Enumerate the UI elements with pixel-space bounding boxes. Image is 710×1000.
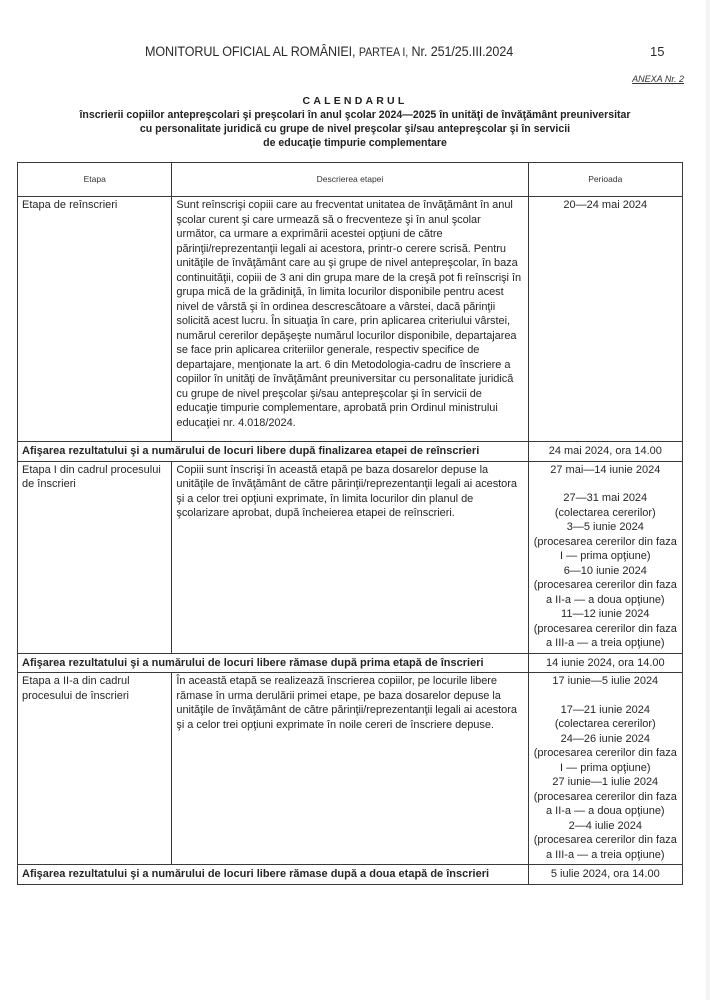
table-row — [18, 461, 683, 653]
period-detail: (colectarea cererilor) — [554, 506, 656, 519]
publication-title — [145, 44, 513, 59]
period-detail: 27—31 mai 2024 — [563, 492, 648, 504]
document-subtitle — [14, 108, 696, 150]
period-detail: 27 iunie—1 iulie 2024 — [552, 776, 659, 788]
period-detail: 24—26 iunie 2024 — [560, 732, 650, 745]
document-title: CALENDARUL — [302, 95, 408, 107]
publication-issue: Nr. 251/25.III.2024 — [411, 44, 514, 59]
cell-perioada: 20—24 mai 2024 — [528, 197, 682, 442]
page-header — [0, 44, 710, 64]
header-descriere: Descrierea etapei — [172, 163, 528, 197]
period-detail: 3—5 iunie 2024 — [566, 521, 644, 533]
header-etapa: Etapa — [18, 163, 172, 197]
cell-descriere: Sunt reînscrişi copiii care au frecventat unitatea de învăţământ în anul şcolar curent şi care urmează să o frecventeze şi în anul şcolar următor, ca urmare a exprimării acestei opţiuni de către părinţii/reprezentanţii legali ai acestora, printr-o cerere scrisă. Pentru unităţile de învăţământ care au şi grupe de nivel antepreşcolar, în baza continuităţii, copiii de 3 ani din grupa mare de la creşă pot fi reînscrişi în grupa mică de la grădiniţă, în limita locurilor disponibile pentru acest nivel de vârstă şi în ordinea descrescătoare a vârstei, dacă părinţii solicită acest lucru. În situaţia în care, prin aplicarea criteriului vârstei, numărul cererilor depăşeşte numărul locurilor disponibile, departajarea se face prin aplicarea criteriilor generale, respectiv specifice de departajare, menţionate la art. 6 din Metodologia-cadru de înscriere a copiilor în unităţi de învăţământ preuniversitar cu personalitate juridică cu grupe de nivel preşcolar şi/sau antepreşcolar şi în servicii de educaţie timpurie complementare, aprobată prin Ordinul ministrului educaţiei nr. 4.018/2024. — [172, 197, 528, 442]
cell-perioada: 5 iulie 2024, ora 14.00 — [528, 865, 682, 885]
cell-summary: Afişarea rezultatului şi a numărului de locuri libere rămase după a doua etapă de înscrieri — [18, 865, 529, 885]
summary-row — [18, 442, 683, 462]
cell-etapa: Etapa de reînscrieri — [18, 197, 172, 442]
cell-summary: Afişarea rezultatului şi a numărului de locuri libere după finalizarea etapei de reînscrieri — [18, 442, 529, 462]
cell-perioada — [528, 673, 682, 865]
page-edge — [706, 0, 710, 1000]
period-detail: (procesarea cererilor din faza a III-a — a treia opţiune) — [533, 834, 677, 861]
cell-etapa: Etapa I din cadrul procesului de înscrieri — [18, 461, 172, 653]
period-main: 17 iunie—5 iulie 2024 — [552, 675, 659, 687]
period-detail: (procesarea cererilor din faza a II-a — a doua opţiune) — [533, 579, 677, 606]
period-detail: (procesarea cererilor din faza I — prima opţiune) — [533, 747, 677, 774]
period-detail: 6—10 iunie 2024 — [563, 564, 647, 577]
publication-part: PARTEA I, — [358, 47, 409, 59]
period-detail: (procesarea cererilor din faza I — prima opţiune) — [533, 535, 677, 562]
subtitle-line: înscrierii copiilor antepreşcolari şi preşcolari în anul şcolar 2024—2025 în unităţi de învăţământ preuniversitar — [79, 109, 631, 121]
period-main: 27 mai—14 iunie 2024 — [550, 463, 661, 476]
summary-row — [18, 653, 683, 673]
publication-name: MONITORUL OFICIAL AL ROMÂNIEI, — [145, 44, 356, 59]
summary-row — [18, 865, 683, 885]
cell-perioada: 24 mai 2024, ora 14.00 — [528, 442, 682, 462]
cell-descriere: Copiii sunt înscrişi în această etapă pe baza dosarelor depuse la unităţile de învăţământ de către părinţii/reprezentanţii legali ai acestora şi a celor trei opţiuni exprimate, în limita locurilor din planul de şcolarizare aprobat, după încheierea etapei de reînscrieri. — [172, 461, 528, 653]
table-header-row — [18, 163, 683, 197]
subtitle-line: cu personalitate juridică cu grupe de nivel preşcolar şi/sau antepreşcolar şi în servicii — [139, 123, 571, 135]
cell-summary: Afişarea rezultatului şi a numărului de locuri libere rămase după prima etapă de înscrieri — [18, 653, 529, 673]
cell-perioada: 14 iunie 2024, ora 14.00 — [528, 653, 682, 673]
period-detail: (procesarea cererilor din faza a II-a — a doua opţiune) — [533, 790, 677, 817]
period-detail: 17—21 iunie 2024 — [560, 703, 650, 716]
period-detail: 11—12 iunie 2024 — [561, 608, 650, 620]
cell-perioada — [528, 461, 682, 653]
period-detail: 2—4 iulie 2024 — [568, 819, 642, 832]
cell-descriere: În această etapă se realizează înscrierea copiilor, pe locurile libere rămase în urma derulării primei etape, pe baza dosarelor depuse la unităţile de învăţământ de către părinţii/reprezentanţii legali ai acestora şi a celor trei opţiuni exprimate în noile cereri de înscriere depuse. — [172, 673, 528, 865]
cell-etapa: Etapa a II-a din cadrul procesului de înscrieri — [18, 673, 172, 865]
period-detail: (colectarea cererilor) — [554, 718, 656, 730]
page-number: 15 — [650, 44, 665, 59]
annex-label: ANEXA Nr. 2 — [632, 74, 684, 84]
calendar-table — [17, 162, 683, 885]
period-detail: (procesarea cererilor din faza a III-a — a treia opţiune) — [533, 622, 677, 649]
document-title-block — [0, 95, 710, 150]
header-perioada: Perioada — [528, 163, 682, 197]
table-row — [18, 197, 683, 442]
table-row — [18, 673, 683, 865]
subtitle-line: de educaţie timpurie complementare — [263, 137, 447, 149]
